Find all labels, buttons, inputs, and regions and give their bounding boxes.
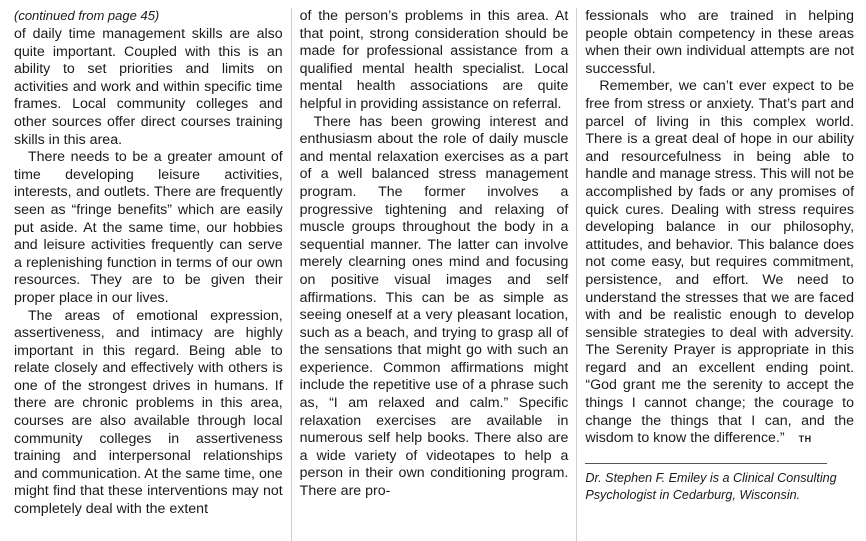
closing-paragraph-text: Remember, we can’t ever expect to be free from stress or anxiety. That’s part and parcel of living in this complex world. There is a great deal of hope in our ability and resourcefulness in being able to handle and manage stress. This will not be accomplished by fads or any promises of quick cures. Dealing with stress requires developing balance in our philosophy, attitudes, and behavior. This balance does not come easy, but requires commitment, persistence, and effort. We need to understand the stresses that we are faced with and be realistic enough to develop sensible strategies to deal with adversity. The Serenity Prayer is appropriate in this regard and an excellent ending point. “God grant me the serenity to accept the things I cannot change; the courage to change the things that I can, and the wisdom to know the difference.” xyxy=(585,78,855,447)
paragraph: of daily time management skills are also quite important. Coupled with this is an ability to set priorities and limits on activities and work and within specific time frames. Local community colleges and other sources offer direct courses training skills in this area. xyxy=(14,26,283,148)
column-2 xyxy=(291,8,569,541)
signature-mark: TH xyxy=(798,434,812,445)
paragraph xyxy=(585,78,854,448)
paragraph: of the person’s problems in this area. At that point, strong consideration should be made for professional assistance from a qualified mental health specialist. Local mental health associations are quite helpful in providing assistance on referral. xyxy=(299,8,569,112)
paragraph: There needs to be a greater amount of time developing leisure activities, interests, and outlets. There are frequently seen as “fringe benefits” which are easily put aside. At the same time, our hobbies and leisure activities frequently can serve a replenishing function in terms of our own resources. They are to be given their proper place in our lives. xyxy=(14,149,283,306)
paragraph: There has been growing interest and enthusiasm about the role of daily muscle and mental relaxation exercises as a part of a well balanced stress management program. The former involves a progressive tightening and relaxing of muscle groups throughout the body in a sequential manner. The latter can involve merely clearning ones mind and focusing on positive visual images and self affirmations. This can be as simple as seeing oneself at a very pleasant location, such as a beach, and trying to grasp all of the sensations that might go with such an experience. Common affirmations might include the repetitive use of a phrase such as, “I am relaxed and calm.” Specific relaxation exercises are available in numerous self help books. There also are a wide variety of videotapes to help a person in their own conditioning program. There are pro- xyxy=(299,113,569,500)
paragraph: The areas of emotional expression, assertiveness, and intimacy are highly important in this regard. Being able to relate closely and effectively with others is one of the strongest drives in humans. If there are chronic problems in this area, courses are also available through local community colleges in assertiveness training and interpersonal relationships and communication. At the same time, one might find that these interventions may not completely deal with the extent xyxy=(14,307,283,518)
author-bio: Dr. Stephen F. Emiley is a Clinical Consulting Psychologist in Cedarburg, Wisconsin. xyxy=(585,470,837,502)
bio-divider xyxy=(585,463,827,464)
paragraph: fessionals who are trained in helping people obtain competency in these areas when their own individual attempts are not successful. xyxy=(585,8,855,77)
column-1 xyxy=(14,8,283,541)
column-3 xyxy=(576,8,854,541)
continuation-note: (continued from page 45) xyxy=(14,8,160,23)
